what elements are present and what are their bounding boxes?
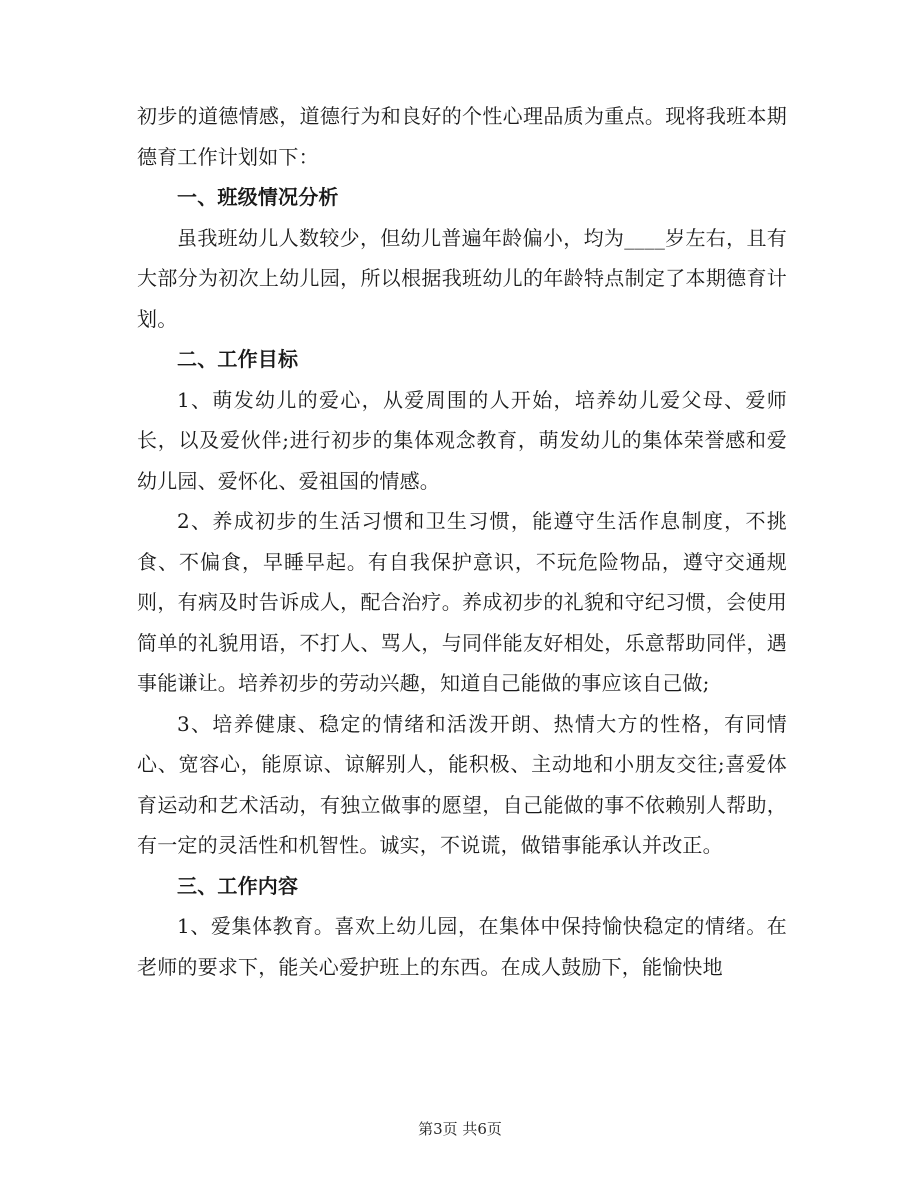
paragraph-class-analysis: 虽我班幼儿人数较少，但幼儿普遍年龄偏小，均为____岁左右，且有大部分为初次上幼儿园，所以根据我班幼儿的年龄特点制定了本期德育计划。 bbox=[137, 225, 787, 331]
section-heading-class-analysis: 一、班级情况分析 bbox=[177, 185, 339, 209]
paragraph-continuation: 初步的道德情感，道德行为和良好的个性心理品质为重点。现将我班本期德育工作计划如下： bbox=[137, 104, 787, 169]
paragraph-content-1: 1、爱集体教育。喜欢上幼儿园，在集体中保持愉快稳定的情绪。在老师的要求下，能关心爱护班上的东西。在成人鼓励下，能愉快地 bbox=[137, 914, 787, 979]
document-body bbox=[137, 96, 787, 987]
section-heading-work-goals: 二、工作目标 bbox=[177, 347, 299, 371]
page-footer bbox=[0, 1118, 920, 1139]
page-number-label: 第3页 共6页 bbox=[418, 1120, 502, 1138]
paragraph-goal-3: 3、培养健康、稳定的情绪和活泼开朗、热情大方的性格，有同情心、宽容心，能原谅、谅解别人，能积极、主动地和小朋友交往;喜爱体育运动和艺术活动，有独立做事的愿望，自己能做的事不依赖别人帮助，有一定的灵活性和机智性。诚实，不说谎，做错事能承认并改正。 bbox=[137, 711, 787, 857]
section-heading-work-content: 三、工作内容 bbox=[177, 873, 299, 898]
paragraph-goal-2: 2、养成初步的生活习惯和卫生习惯，能遵守生活作息制度，不挑食、不偏食，早睡早起。有自我保护意识，不玩危险物品，遵守交通规则，有病及时告诉成人，配合治疗。养成初步的礼貌和守纪习惯，会使用简单的礼貌用语，不打人、骂人，与同伴能友好相处，乐意帮助同伴，遇事能谦让。培养初步的劳动兴趣，知道自己能做的事应该自己做; bbox=[137, 509, 787, 695]
paragraph-goal-1: 1、萌发幼儿的爱心，从爱周围的人开始，培养幼儿爱父母、爱师长，以及爱伙伴;进行初步的集体观念教育，萌发幼儿的集体荣誉感和爱幼儿园、爱怀化、爱祖国的情感。 bbox=[137, 387, 787, 493]
